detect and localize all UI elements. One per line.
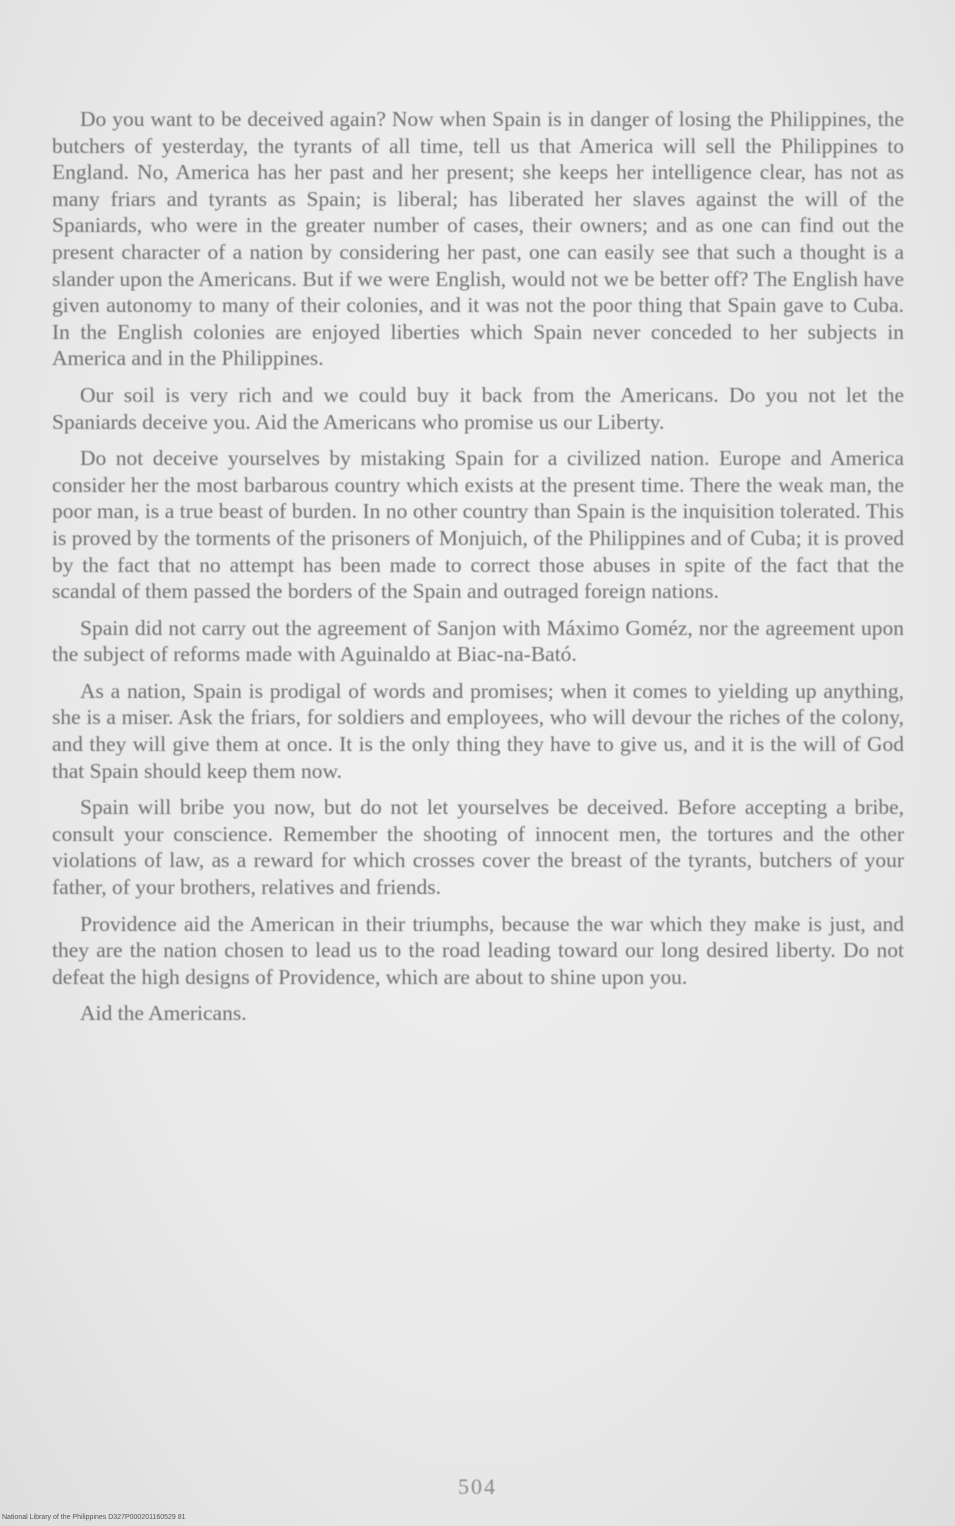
paragraph-5: As a nation, Spain is prodigal of words and promises; when it comes to yielding up anything, she is a miser. Ask the friars, for soldiers and employees, who will devour the riches of the colony, and they will give them at once. It is the only thing they have to give us, and it is the will of God that Spain should keep them now. bbox=[52, 678, 904, 783]
paragraph-1: Do you want to be deceived again? Now when Spain is in danger of losing the Philippines, the butchers of yesterday, the tyrants of all time, tell us that America will sell the Philippines to England. No, America has her past and her present; she keeps her intelligence clear, has not as many friars and tyrants as Spain; is liberal; has liberated her slaves against the will of the Spaniards, who were in the greater number of cases, their owners; and as one can find out the present character of a nation by considering her past, one can easily see that such a thought is a slander upon the Americans. But if we were English, would not we be better off? The English have given autonomy to many of their colonies, and it was not the poor thing that Spain gave to Cuba. In the English colonies are enjoyed liberties which Spain never conceded to her subjects in America and in the Philippines. bbox=[52, 107, 904, 371]
page-number: 504 bbox=[458, 1474, 497, 1499]
paragraph-3: Do not deceive yourselves by mistaking Spain for a civilized nation. Europe and America consider her the most barbarous country which exists at the present time. There the weak man, the poor man, is a true beast of burden. In no other country than Spain is the inquisition tolerated. This is proved by the torments of the prisoners of Monjuich, of the Philippines and of Cuba; it is proved by the fact that no attempt has been made to correct those abuses in spite of the fact that the scandal of them passed the borders of the Spain and outraged foreign nations. bbox=[52, 446, 904, 604]
document-body bbox=[52, 106, 904, 1037]
archive-footer: National Library of the Philippines D327P000201160529 81 bbox=[2, 1514, 186, 1521]
paragraph-2: Our soil is very rich and we could buy it back from the Americans. Do you not let the Spaniards deceive you. Aid the Americans who promise us our Liberty. bbox=[52, 382, 904, 434]
paragraph-7: Providence aid the American in their triumphs, because the war which they make is just, and they are the nation chosen to lead us to the road leading toward our long desired liberty. Do not defeat the high designs of Providence, which are about to shine upon you. bbox=[52, 911, 904, 989]
paragraph-8: Aid the Americans. bbox=[80, 1001, 247, 1026]
paragraph-4: Spain did not carry out the agreement of Sanjon with Máximo Goméz, nor the agreement upon the subject of reforms made with Aguinaldo at Biac-na-Bató. bbox=[52, 615, 904, 667]
paragraph-6: Spain will bribe you now, but do not let yourselves be deceived. Before accepting a bribe, consult your conscience. Remember the shooting of innocent men, the tortures and the other violations of law, as a reward for which crosses cover the breast of the tyrants, butchers of your father, of your brothers, relatives and friends. bbox=[52, 795, 904, 900]
